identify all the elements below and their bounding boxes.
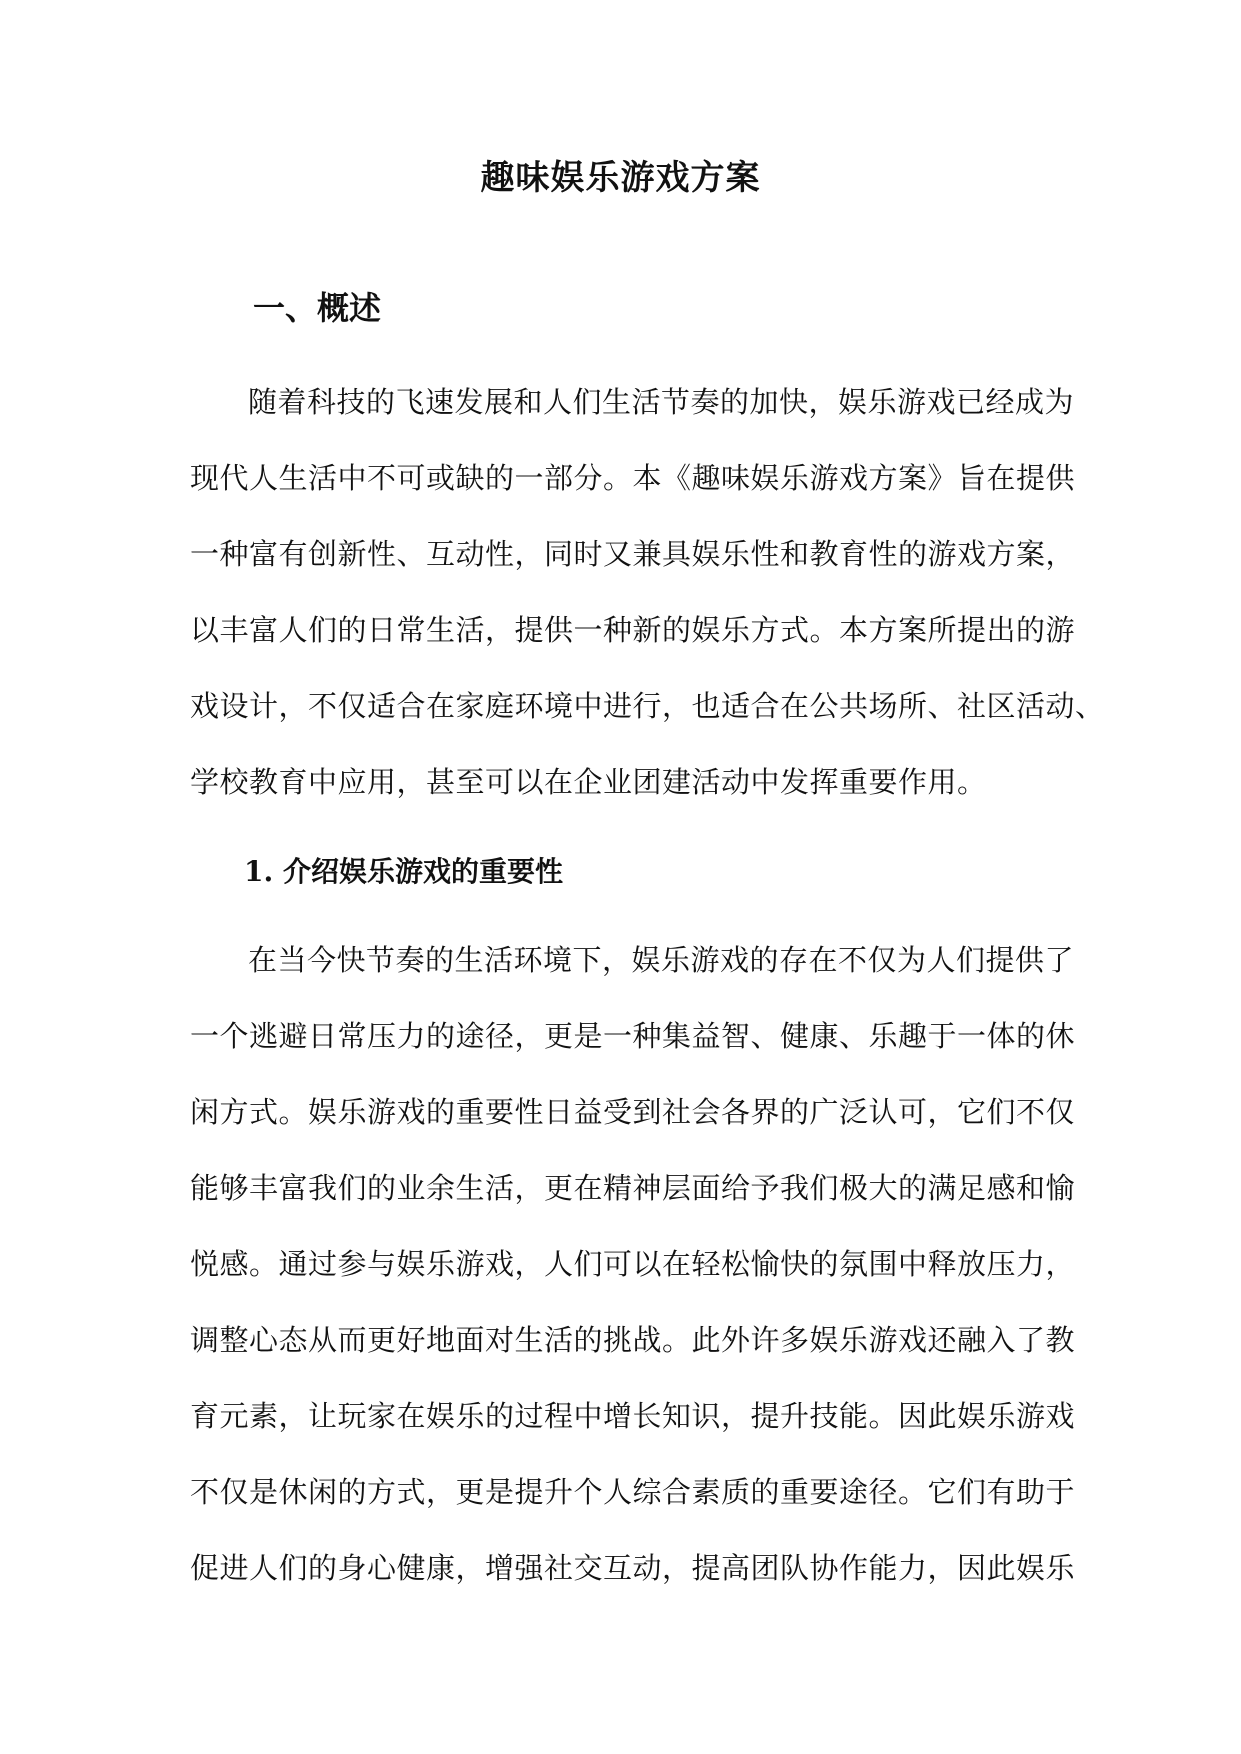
paragraph-line: 随着科技的飞速发展和人们生活节奏的加快，娱乐游戏已经成为 (248, 385, 1075, 419)
paragraph-line: 促进人们的身心健康，增强社交互动，提高团队协作能力，因此娱乐 (190, 1551, 1076, 1585)
paragraph-line: 悦感。通过参与娱乐游戏，人们可以在轻松愉快的氛围中释放压力， (190, 1247, 1076, 1281)
overview-paragraph (190, 364, 1105, 820)
subsection-heading-importance: 1. 介绍娱乐游戏的重要性 (244, 855, 563, 888)
paragraph-line: 闲方式。娱乐游戏的重要性日益受到社会各界的广泛认可，它们不仅 (190, 1095, 1076, 1129)
paragraph-line: 一个逃避日常压力的途径，更是一种集益智、健康、乐趣于一体的休 (190, 1019, 1076, 1053)
paragraph-line: 现代人生活中不可或缺的一部分。本《趣味娱乐游戏方案》旨在提供 (190, 461, 1076, 495)
paragraph-line: 育元素，让玩家在娱乐的过程中增长知识，提升技能。因此娱乐游戏 (190, 1399, 1076, 1433)
section-heading-overview: 一、概述 (253, 289, 382, 327)
paragraph-line: 学校教育中应用，甚至可以在企业团建活动中发挥重要作用。 (190, 765, 987, 799)
document-title: 趣味娱乐游戏方案 (480, 158, 761, 198)
paragraph-line: 能够丰富我们的业余生活，更在精神层面给予我们极大的满足感和愉 (190, 1171, 1076, 1205)
paragraph-line: 一种富有创新性、互动性，同时又兼具娱乐性和教育性的游戏方案， (190, 537, 1076, 571)
paragraph-line: 在当今快节奏的生活环境下，娱乐游戏的存在不仅为人们提供了 (248, 943, 1075, 977)
paragraph-line: 调整心态从而更好地面对生活的挑战。此外许多娱乐游戏还融入了教 (190, 1323, 1076, 1357)
paragraph-line: 以丰富人们的日常生活，提供一种新的娱乐方式。本方案所提出的游 (190, 613, 1076, 647)
importance-paragraph (190, 922, 1076, 1606)
paragraph-line: 不仅是休闲的方式，更是提升个人综合素质的重要途径。它们有助于 (190, 1475, 1076, 1509)
paragraph-line: 戏设计，不仅适合在家庭环境中进行，也适合在公共场所、社区活动、 (190, 689, 1105, 723)
